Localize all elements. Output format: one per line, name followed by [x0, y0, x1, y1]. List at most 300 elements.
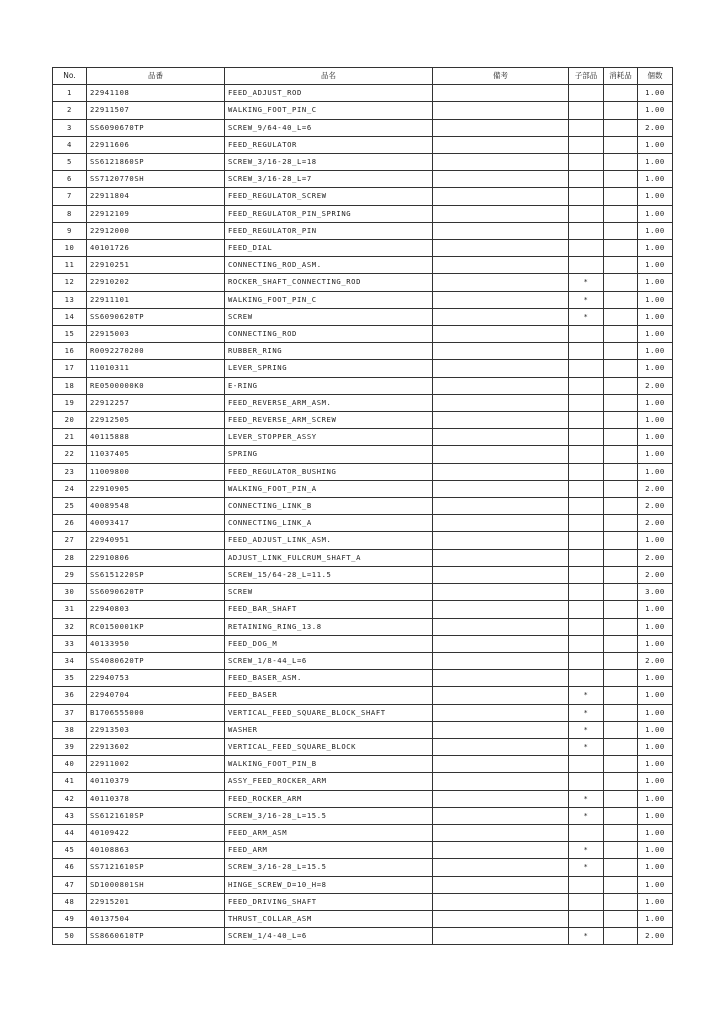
- table-body: [53, 85, 673, 945]
- row-part-number: SS7121610SP: [87, 859, 225, 876]
- row-sub-part-mark: *: [569, 859, 604, 876]
- header-part-name: 品名: [225, 68, 433, 85]
- row-no: 34: [53, 652, 87, 669]
- row-remarks: [433, 205, 569, 222]
- row-part-name: SPRING: [225, 446, 433, 463]
- row-remarks: [433, 102, 569, 119]
- row-quantity: 1.00: [638, 532, 673, 549]
- table-row: [53, 222, 673, 239]
- row-consumable-mark: [604, 687, 638, 704]
- row-sub-part-mark: [569, 171, 604, 188]
- row-quantity: 1.00: [638, 756, 673, 773]
- row-no: 45: [53, 842, 87, 859]
- row-sub-part-mark: [569, 824, 604, 841]
- row-remarks: [433, 240, 569, 257]
- table-row: [53, 652, 673, 669]
- row-part-name: SCREW_1/4-40_L=6: [225, 928, 433, 945]
- row-remarks: [433, 687, 569, 704]
- row-remarks: [433, 154, 569, 171]
- header-quantity: 個数: [638, 68, 673, 85]
- row-part-number: 22911101: [87, 291, 225, 308]
- row-consumable-mark: [604, 377, 638, 394]
- row-sub-part-mark: [569, 635, 604, 652]
- row-consumable-mark: [604, 360, 638, 377]
- row-part-number: 22941108: [87, 85, 225, 102]
- row-sub-part-mark: [569, 876, 604, 893]
- row-quantity: 2.00: [638, 515, 673, 532]
- table-row: [53, 257, 673, 274]
- row-no: 2: [53, 102, 87, 119]
- row-part-number: 22940704: [87, 687, 225, 704]
- table-row: [53, 154, 673, 171]
- row-remarks: [433, 326, 569, 343]
- row-remarks: [433, 480, 569, 497]
- row-part-name: FEED_DRIVING_SHAFT: [225, 893, 433, 910]
- table-row: [53, 205, 673, 222]
- table-row: [53, 240, 673, 257]
- row-quantity: 1.00: [638, 154, 673, 171]
- row-remarks: [433, 377, 569, 394]
- table-row: [53, 756, 673, 773]
- table-row: [53, 498, 673, 515]
- row-no: 38: [53, 721, 87, 738]
- row-part-name: SCREW_3/16-28_L=18: [225, 154, 433, 171]
- row-quantity: 1.00: [638, 773, 673, 790]
- row-quantity: 1.00: [638, 85, 673, 102]
- row-quantity: 1.00: [638, 876, 673, 893]
- table-row: [53, 429, 673, 446]
- table-row: [53, 188, 673, 205]
- row-part-number: 22940803: [87, 601, 225, 618]
- row-no: 12: [53, 274, 87, 291]
- row-part-number: 22912505: [87, 412, 225, 429]
- row-part-number: 40109422: [87, 824, 225, 841]
- table-row: [53, 738, 673, 755]
- row-sub-part-mark: *: [569, 928, 604, 945]
- row-no: 31: [53, 601, 87, 618]
- table-row: [53, 704, 673, 721]
- row-sub-part-mark: [569, 222, 604, 239]
- row-no: 14: [53, 308, 87, 325]
- row-remarks: [433, 635, 569, 652]
- row-quantity: 1.00: [638, 721, 673, 738]
- row-consumable-mark: [604, 85, 638, 102]
- row-sub-part-mark: [569, 412, 604, 429]
- table-row: [53, 394, 673, 411]
- row-sub-part-mark: *: [569, 721, 604, 738]
- row-quantity: 1.00: [638, 790, 673, 807]
- row-sub-part-mark: *: [569, 790, 604, 807]
- row-remarks: [433, 119, 569, 136]
- row-remarks: [433, 291, 569, 308]
- row-quantity: 1.00: [638, 446, 673, 463]
- row-consumable-mark: [604, 480, 638, 497]
- row-remarks: [433, 498, 569, 515]
- table-row: [53, 326, 673, 343]
- row-quantity: 2.00: [638, 566, 673, 583]
- table-row: [53, 807, 673, 824]
- row-part-name: VERTICAL_FEED_SQUARE_BLOCK_SHAFT: [225, 704, 433, 721]
- row-no: 5: [53, 154, 87, 171]
- row-consumable-mark: [604, 102, 638, 119]
- row-part-number: 40115888: [87, 429, 225, 446]
- row-part-number: SS6121860SP: [87, 154, 225, 171]
- row-consumable-mark: [604, 154, 638, 171]
- row-quantity: 1.00: [638, 429, 673, 446]
- row-consumable-mark: [604, 291, 638, 308]
- row-sub-part-mark: [569, 343, 604, 360]
- row-remarks: [433, 652, 569, 669]
- table-row: [53, 790, 673, 807]
- row-no: 23: [53, 463, 87, 480]
- row-part-number: RC0150001KP: [87, 618, 225, 635]
- row-sub-part-mark: [569, 377, 604, 394]
- header-sub-part: 子部品: [569, 68, 604, 85]
- row-quantity: 1.00: [638, 240, 673, 257]
- table-row: [53, 274, 673, 291]
- row-quantity: 1.00: [638, 670, 673, 687]
- header-no: No.: [53, 68, 87, 85]
- row-no: 48: [53, 893, 87, 910]
- row-part-number: 22913602: [87, 738, 225, 755]
- row-remarks: [433, 360, 569, 377]
- row-no: 10: [53, 240, 87, 257]
- row-no: 16: [53, 343, 87, 360]
- row-sub-part-mark: [569, 394, 604, 411]
- row-no: 7: [53, 188, 87, 205]
- table-row: [53, 824, 673, 841]
- row-quantity: 1.00: [638, 687, 673, 704]
- row-sub-part-mark: [569, 326, 604, 343]
- table-row: [53, 102, 673, 119]
- row-consumable-mark: [604, 498, 638, 515]
- row-quantity: 1.00: [638, 807, 673, 824]
- row-sub-part-mark: [569, 773, 604, 790]
- row-remarks: [433, 222, 569, 239]
- row-consumable-mark: [604, 515, 638, 532]
- row-remarks: [433, 790, 569, 807]
- row-part-name: ASSY_FEED_ROCKER_ARM: [225, 773, 433, 790]
- row-part-number: 22910806: [87, 549, 225, 566]
- row-remarks: [433, 549, 569, 566]
- table-row: [53, 463, 673, 480]
- row-remarks: [433, 274, 569, 291]
- row-part-number: 11010311: [87, 360, 225, 377]
- row-part-name: SCREW_1/8-44_L=6: [225, 652, 433, 669]
- row-consumable-mark: [604, 756, 638, 773]
- row-consumable-mark: [604, 807, 638, 824]
- row-remarks: [433, 721, 569, 738]
- row-quantity: 2.00: [638, 119, 673, 136]
- row-part-name: LEVER_SPRING: [225, 360, 433, 377]
- row-part-number: 22911507: [87, 102, 225, 119]
- row-quantity: 1.00: [638, 824, 673, 841]
- row-part-number: 11009800: [87, 463, 225, 480]
- table-row: [53, 308, 673, 325]
- row-part-name: FEED_REVERSE_ARM_ASM.: [225, 394, 433, 411]
- row-no: 25: [53, 498, 87, 515]
- row-remarks: [433, 910, 569, 927]
- row-no: 29: [53, 566, 87, 583]
- row-part-name: WASHER: [225, 721, 433, 738]
- row-no: 11: [53, 257, 87, 274]
- table-row: [53, 360, 673, 377]
- table-row: [53, 85, 673, 102]
- row-no: 15: [53, 326, 87, 343]
- row-part-name: SCREW_15/64-28_L=11.5: [225, 566, 433, 583]
- row-no: 18: [53, 377, 87, 394]
- row-no: 28: [53, 549, 87, 566]
- row-part-name: FEED_REGULATOR: [225, 136, 433, 153]
- row-no: 37: [53, 704, 87, 721]
- row-remarks: [433, 842, 569, 859]
- row-no: 3: [53, 119, 87, 136]
- table-row: [53, 721, 673, 738]
- row-consumable-mark: [604, 326, 638, 343]
- table-row: [53, 119, 673, 136]
- row-part-number: 40093417: [87, 515, 225, 532]
- row-part-name: FEED_ADJUST_LINK_ASM.: [225, 532, 433, 549]
- table-row: [53, 446, 673, 463]
- row-sub-part-mark: [569, 549, 604, 566]
- row-no: 1: [53, 85, 87, 102]
- row-part-number: SD1000801SH: [87, 876, 225, 893]
- row-no: 32: [53, 618, 87, 635]
- table-row: [53, 584, 673, 601]
- row-consumable-mark: [604, 343, 638, 360]
- row-sub-part-mark: *: [569, 687, 604, 704]
- row-part-number: 22911002: [87, 756, 225, 773]
- row-quantity: 1.00: [638, 618, 673, 635]
- row-remarks: [433, 257, 569, 274]
- row-part-name: ROCKER_SHAFT_CONNECTING_ROD: [225, 274, 433, 291]
- table-row: [53, 893, 673, 910]
- row-remarks: [433, 515, 569, 532]
- row-quantity: 1.00: [638, 893, 673, 910]
- table-row: [53, 910, 673, 927]
- row-remarks: [433, 584, 569, 601]
- row-consumable-mark: [604, 274, 638, 291]
- row-part-number: 22910905: [87, 480, 225, 497]
- row-sub-part-mark: *: [569, 704, 604, 721]
- row-remarks: [433, 343, 569, 360]
- row-remarks: [433, 308, 569, 325]
- row-no: 39: [53, 738, 87, 755]
- row-consumable-mark: [604, 566, 638, 583]
- row-sub-part-mark: [569, 601, 604, 618]
- table-row: [53, 928, 673, 945]
- row-consumable-mark: [604, 446, 638, 463]
- table-row: [53, 136, 673, 153]
- row-consumable-mark: [604, 842, 638, 859]
- row-no: 49: [53, 910, 87, 927]
- row-part-name: WALKING_FOOT_PIN_A: [225, 480, 433, 497]
- row-remarks: [433, 928, 569, 945]
- row-no: 26: [53, 515, 87, 532]
- row-consumable-mark: [604, 308, 638, 325]
- row-sub-part-mark: [569, 429, 604, 446]
- row-sub-part-mark: [569, 463, 604, 480]
- row-part-number: 40133950: [87, 635, 225, 652]
- row-consumable-mark: [604, 773, 638, 790]
- row-sub-part-mark: [569, 532, 604, 549]
- row-consumable-mark: [604, 412, 638, 429]
- row-quantity: 2.00: [638, 549, 673, 566]
- row-sub-part-mark: [569, 360, 604, 377]
- row-part-number: SS7120770SH: [87, 171, 225, 188]
- table-row: [53, 859, 673, 876]
- row-no: 6: [53, 171, 87, 188]
- row-consumable-mark: [604, 928, 638, 945]
- row-consumable-mark: [604, 670, 638, 687]
- row-part-name: FEED_ROCKER_ARM: [225, 790, 433, 807]
- row-quantity: 1.00: [638, 601, 673, 618]
- row-consumable-mark: [604, 652, 638, 669]
- row-part-number: SS4080620TP: [87, 652, 225, 669]
- row-remarks: [433, 807, 569, 824]
- row-part-name: FEED_REGULATOR_PIN_SPRING: [225, 205, 433, 222]
- row-part-number: 11037405: [87, 446, 225, 463]
- row-part-number: 40110378: [87, 790, 225, 807]
- row-no: 30: [53, 584, 87, 601]
- row-consumable-mark: [604, 463, 638, 480]
- row-no: 19: [53, 394, 87, 411]
- row-part-number: 22915003: [87, 326, 225, 343]
- row-part-name: SCREW_3/16-28_L=7: [225, 171, 433, 188]
- row-no: 41: [53, 773, 87, 790]
- row-part-number: SS6121610SP: [87, 807, 225, 824]
- row-sub-part-mark: [569, 446, 604, 463]
- table-row: [53, 291, 673, 308]
- row-part-name: ADJUST_LINK_FULCRUM_SHAFT_A: [225, 549, 433, 566]
- row-sub-part-mark: [569, 498, 604, 515]
- row-quantity: 1.00: [638, 274, 673, 291]
- row-remarks: [433, 738, 569, 755]
- row-part-number: 22911606: [87, 136, 225, 153]
- row-part-number: RE0500000K0: [87, 377, 225, 394]
- row-remarks: [433, 893, 569, 910]
- row-part-number: 22913503: [87, 721, 225, 738]
- row-quantity: 1.00: [638, 859, 673, 876]
- row-part-number: B1706555000: [87, 704, 225, 721]
- table-row: [53, 343, 673, 360]
- row-part-name: E-RING: [225, 377, 433, 394]
- row-part-number: 22940753: [87, 670, 225, 687]
- row-part-name: FEED_ARM: [225, 842, 433, 859]
- row-consumable-mark: [604, 222, 638, 239]
- row-part-name: THRUST_COLLAR_ASM: [225, 910, 433, 927]
- row-part-number: SS6151220SP: [87, 566, 225, 583]
- row-quantity: 1.00: [638, 463, 673, 480]
- row-part-name: SCREW_3/16-28_L=15.5: [225, 807, 433, 824]
- row-consumable-mark: [604, 704, 638, 721]
- row-sub-part-mark: [569, 205, 604, 222]
- row-consumable-mark: [604, 394, 638, 411]
- row-remarks: [433, 859, 569, 876]
- row-sub-part-mark: [569, 136, 604, 153]
- row-no: 4: [53, 136, 87, 153]
- header-remarks: 備考: [433, 68, 569, 85]
- row-sub-part-mark: *: [569, 738, 604, 755]
- row-consumable-mark: [604, 910, 638, 927]
- row-part-number: SS6090620TP: [87, 308, 225, 325]
- row-quantity: 1.00: [638, 291, 673, 308]
- row-part-name: RETAINING_RING_13.8: [225, 618, 433, 635]
- row-quantity: 1.00: [638, 343, 673, 360]
- row-part-name: SCREW_9/64-40_L=6: [225, 119, 433, 136]
- row-part-name: FEED_ARM_ASM: [225, 824, 433, 841]
- row-remarks: [433, 566, 569, 583]
- row-remarks: [433, 773, 569, 790]
- row-no: 13: [53, 291, 87, 308]
- row-consumable-mark: [604, 257, 638, 274]
- row-quantity: 1.00: [638, 842, 673, 859]
- row-consumable-mark: [604, 893, 638, 910]
- row-sub-part-mark: [569, 756, 604, 773]
- row-quantity: 1.00: [638, 205, 673, 222]
- row-quantity: 1.00: [638, 102, 673, 119]
- row-consumable-mark: [604, 119, 638, 136]
- row-consumable-mark: [604, 549, 638, 566]
- row-no: 21: [53, 429, 87, 446]
- row-no: 27: [53, 532, 87, 549]
- row-quantity: 1.00: [638, 326, 673, 343]
- table-row: [53, 635, 673, 652]
- row-part-number: 22940951: [87, 532, 225, 549]
- row-part-number: 40089548: [87, 498, 225, 515]
- row-quantity: 2.00: [638, 377, 673, 394]
- row-part-name: CONNECTING_ROD_ASM.: [225, 257, 433, 274]
- row-part-name: LEVER_STOPPER_ASSY: [225, 429, 433, 446]
- row-part-name: FEED_BASER_ASM.: [225, 670, 433, 687]
- row-part-name: SCREW_3/16-28_L=15.5: [225, 859, 433, 876]
- row-sub-part-mark: [569, 102, 604, 119]
- row-no: 44: [53, 824, 87, 841]
- row-part-name: SCREW: [225, 584, 433, 601]
- row-remarks: [433, 188, 569, 205]
- row-part-number: 22915201: [87, 893, 225, 910]
- row-consumable-mark: [604, 618, 638, 635]
- table-row: [53, 377, 673, 394]
- row-part-number: 22910202: [87, 274, 225, 291]
- row-no: 36: [53, 687, 87, 704]
- row-quantity: 1.00: [638, 412, 673, 429]
- row-consumable-mark: [604, 790, 638, 807]
- row-no: 8: [53, 205, 87, 222]
- row-sub-part-mark: [569, 257, 604, 274]
- row-sub-part-mark: [569, 566, 604, 583]
- table-header-row: [53, 68, 673, 85]
- row-sub-part-mark: *: [569, 842, 604, 859]
- row-sub-part-mark: [569, 910, 604, 927]
- row-sub-part-mark: [569, 85, 604, 102]
- row-consumable-mark: [604, 635, 638, 652]
- row-quantity: 1.00: [638, 257, 673, 274]
- row-quantity: 1.00: [638, 222, 673, 239]
- row-remarks: [433, 394, 569, 411]
- row-sub-part-mark: [569, 670, 604, 687]
- row-sub-part-mark: [569, 618, 604, 635]
- row-no: 35: [53, 670, 87, 687]
- row-consumable-mark: [604, 584, 638, 601]
- table-row: [53, 515, 673, 532]
- row-remarks: [433, 618, 569, 635]
- row-quantity: 2.00: [638, 480, 673, 497]
- row-no: 47: [53, 876, 87, 893]
- row-quantity: 2.00: [638, 498, 673, 515]
- row-quantity: 1.00: [638, 136, 673, 153]
- header-part-number: 品番: [87, 68, 225, 85]
